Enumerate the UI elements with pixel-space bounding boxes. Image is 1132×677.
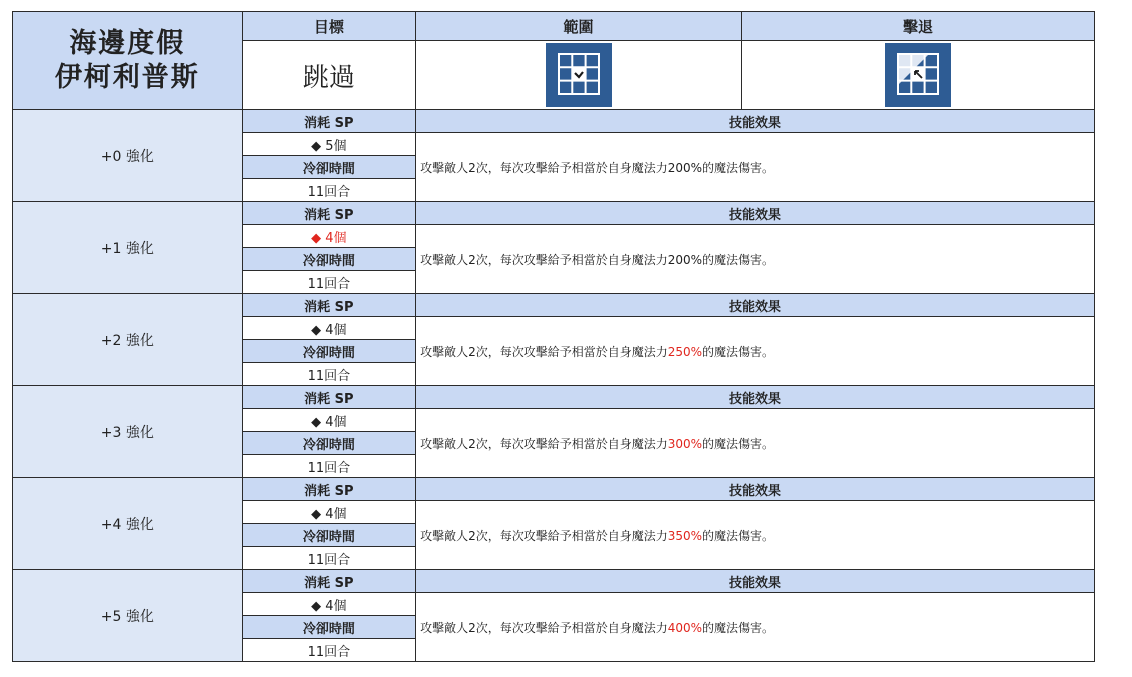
- sp-cost-header: 消耗 SP: [242, 570, 415, 593]
- sp-cost-value: ◆ 4個: [242, 317, 415, 340]
- sp-cost-value: ◆ 4個: [242, 593, 415, 616]
- skill-table: [12, 11, 1095, 662]
- level-label: +3 強化: [13, 386, 243, 478]
- sp-cost-value: ◆ 4個: [242, 501, 415, 524]
- sp-cost-header: 消耗 SP: [242, 202, 415, 225]
- desc-text: 攻擊敵人2次，每次攻擊給予相當於自身魔法力: [420, 344, 668, 359]
- desc-suffix: 的魔法傷害。: [702, 528, 775, 543]
- cooldown-header: 冷卻時間: [242, 524, 415, 547]
- sp-cost-value: ◆ 4個: [242, 225, 415, 248]
- level-label: +0 強化: [13, 110, 243, 202]
- desc-text: 攻擊敵人2次，每次攻擊給予相當於自身魔法力: [420, 436, 668, 451]
- effect-description: [416, 133, 1095, 202]
- knockback-header: 擊退: [741, 12, 1094, 41]
- desc-suffix: 的魔法傷害。: [702, 436, 775, 451]
- character-name-line1: 海邊度假: [69, 27, 186, 59]
- effect-description: [416, 317, 1095, 386]
- desc-text: 攻擊敵人2次，每次攻擊給予相當於自身魔法力: [420, 620, 668, 635]
- effect-header: 技能效果: [416, 202, 1095, 225]
- level-label: +4 強化: [13, 478, 243, 570]
- sp-cost-header: 消耗 SP: [242, 386, 415, 409]
- range-header: 範圍: [416, 12, 742, 41]
- character-name-line2: 伊柯利普斯: [54, 61, 200, 93]
- grid-arrow-icon: [885, 43, 951, 107]
- desc-percent-highlight: 350%: [667, 528, 703, 543]
- desc-suffix: 的魔法傷害。: [702, 620, 775, 635]
- sp-cost-header: 消耗 SP: [242, 294, 415, 317]
- desc-text: 攻擊敵人2次，每次攻擊給予相當於自身魔法力: [420, 252, 668, 267]
- desc-suffix: 的魔法傷害。: [702, 252, 775, 267]
- cooldown-value: 11回合: [242, 547, 415, 570]
- effect-header: 技能效果: [416, 386, 1095, 409]
- level-label: +1 強化: [13, 202, 243, 294]
- cooldown-header: 冷卻時間: [242, 248, 415, 271]
- cooldown-value: 11回合: [242, 179, 415, 202]
- desc-percent: 200%: [667, 252, 703, 267]
- cooldown-value: 11回合: [242, 455, 415, 478]
- effect-description: [416, 225, 1095, 294]
- sp-cost-header: 消耗 SP: [242, 110, 415, 133]
- desc-percent-highlight: 250%: [667, 344, 703, 359]
- desc-percent-highlight: 400%: [667, 620, 703, 635]
- sp-cost-value: ◆ 5個: [242, 133, 415, 156]
- level-label: +2 強化: [13, 294, 243, 386]
- effect-description: [416, 501, 1095, 570]
- cooldown-value: 11回合: [242, 271, 415, 294]
- sp-cost-value: ◆ 4個: [242, 409, 415, 432]
- cooldown-header: 冷卻時間: [242, 156, 415, 179]
- cooldown-header: 冷卻時間: [242, 616, 415, 639]
- cooldown-header: 冷卻時間: [242, 340, 415, 363]
- sp-cost-header: 消耗 SP: [242, 478, 415, 501]
- desc-percent: 200%: [667, 160, 703, 175]
- effect-header: 技能效果: [416, 110, 1095, 133]
- cooldown-header: 冷卻時間: [242, 432, 415, 455]
- desc-text: 攻擊敵人2次，每次攻擊給予相當於自身魔法力: [420, 528, 668, 543]
- effect-header: 技能效果: [416, 570, 1095, 593]
- target-value: 跳過: [242, 41, 415, 110]
- desc-percent-highlight: 300%: [667, 436, 703, 451]
- desc-text: 攻擊敵人2次，每次攻擊給予相當於自身魔法力: [420, 160, 668, 175]
- range-icon-cell: [416, 41, 742, 110]
- effect-description: [416, 409, 1095, 478]
- target-header: 目標: [242, 12, 415, 41]
- effect-header: 技能效果: [416, 294, 1095, 317]
- knockback-icon-cell: [741, 41, 1094, 110]
- desc-suffix: 的魔法傷害。: [702, 160, 775, 175]
- level-label: +5 強化: [13, 570, 243, 662]
- effect-description: [416, 593, 1095, 662]
- cooldown-value: 11回合: [242, 639, 415, 662]
- effect-header: 技能效果: [416, 478, 1095, 501]
- desc-suffix: 的魔法傷害。: [702, 344, 775, 359]
- cooldown-value: 11回合: [242, 363, 415, 386]
- character-name: [13, 12, 243, 110]
- grid-check-icon: [546, 43, 612, 107]
